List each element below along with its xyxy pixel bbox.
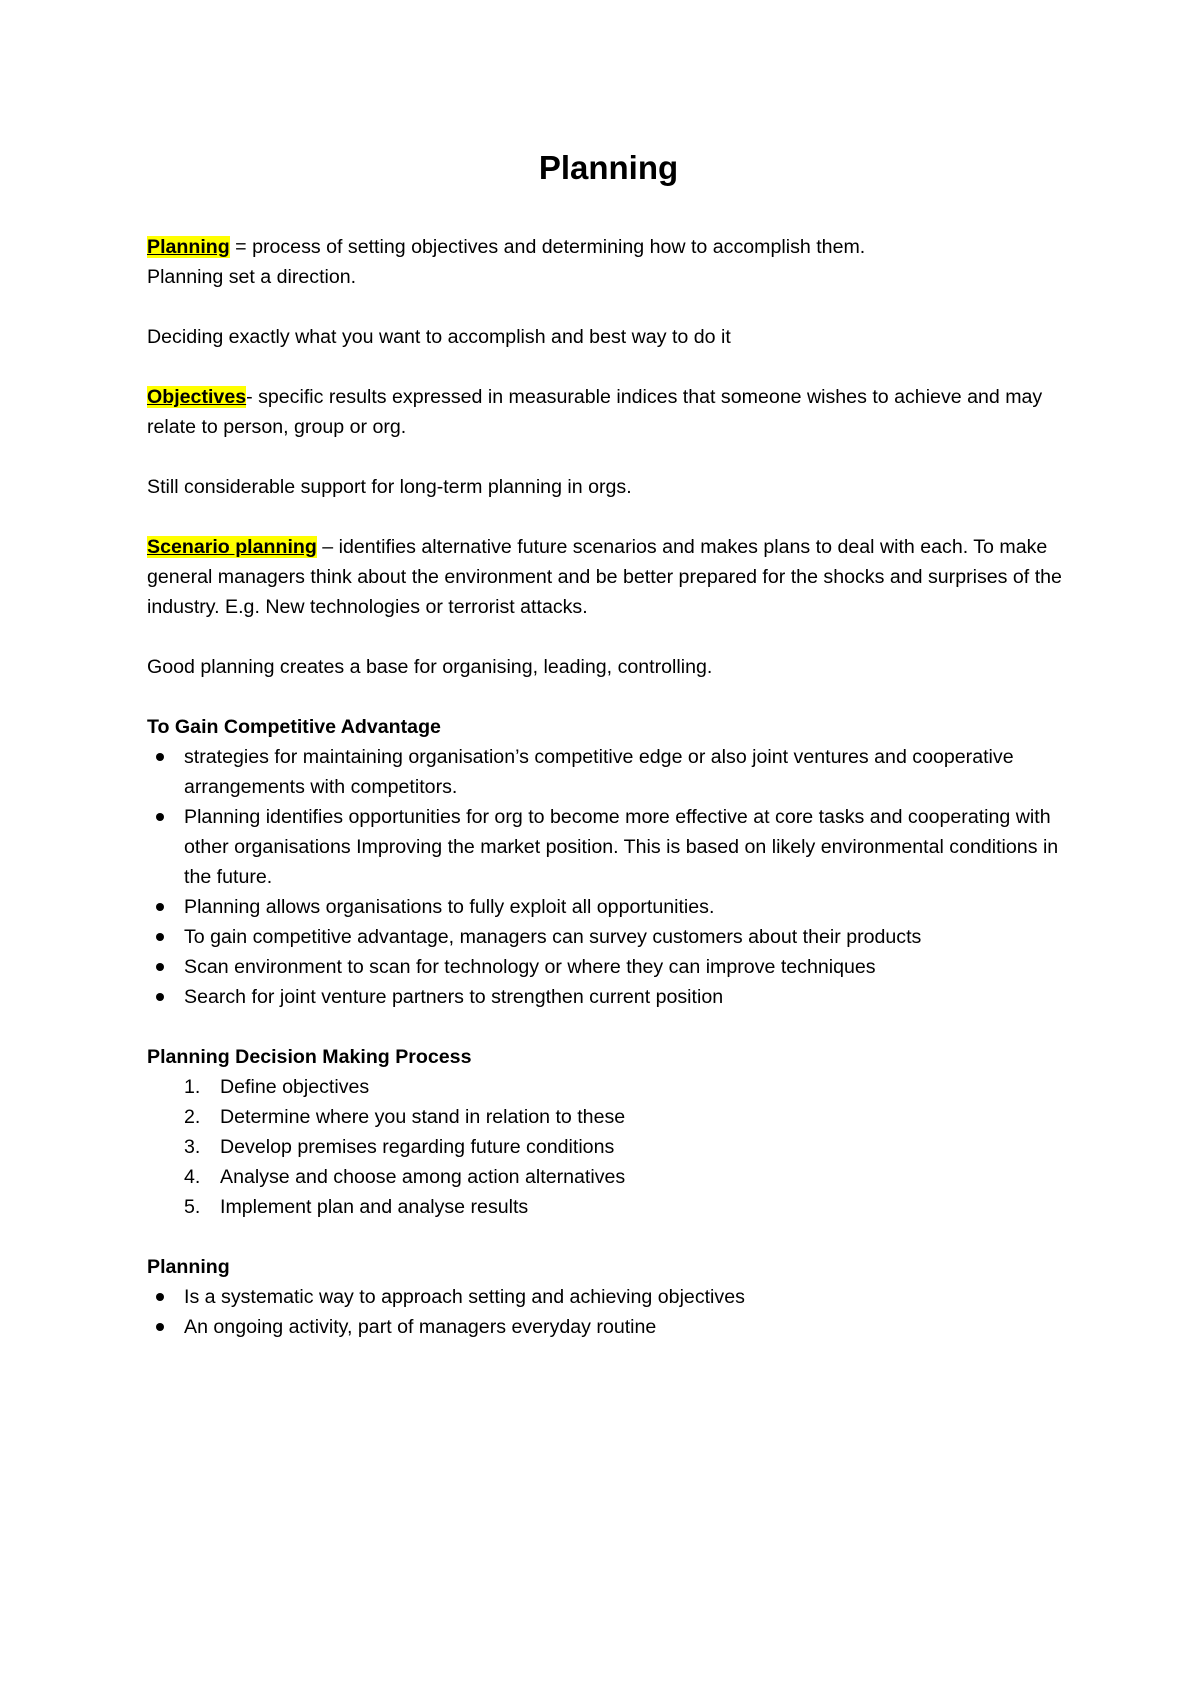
list-item: Search for joint venture partners to strengthen current position: [147, 982, 1070, 1012]
list-item: Planning allows organisations to fully exploit all opportunities.: [147, 892, 1070, 922]
bullet-icon: [156, 963, 164, 971]
definition-text: = process of setting objectives and determining how to accomplish them.: [229, 236, 866, 258]
scenario-definition: [147, 532, 1070, 622]
bullet-icon: [156, 753, 164, 761]
process-list: [147, 1072, 1070, 1222]
planning-direction: Planning set a direction.: [147, 266, 357, 288]
definition-text: – identifies alternative future scenarios and makes plans to deal with each. To make general managers think about the environment and be better prepared for the shocks and surprises of the industry. E.g. New technologies or terrorist attacks.: [147, 536, 1062, 618]
list-item: 3. Develop premises regarding future conditions: [147, 1132, 1070, 1162]
list-item: 1. Define objectives: [147, 1072, 1070, 1102]
bullet-icon: [156, 933, 164, 941]
list-item: 4. Analyse and choose among action alternatives: [147, 1162, 1070, 1192]
bullet-icon: [156, 1323, 164, 1331]
list-item: strategies for maintaining organisation’s competitive edge or also joint ventures and cooperative arrangements with competitors.: [147, 742, 1070, 802]
planning-summary-list: [147, 1282, 1070, 1342]
planning-summary-heading: Planning: [147, 1256, 230, 1278]
step-number: 3.: [184, 1136, 201, 1158]
highlighted-term: Planning: [147, 236, 230, 258]
bullet-icon: [156, 903, 164, 911]
competitive-heading: To Gain Competitive Advantage: [147, 716, 441, 738]
process-heading: Planning Decision Making Process: [147, 1046, 472, 1068]
definition-text: - specific results expressed in measurable indices that someone wishes to achieve and may relate to person, group or org.: [147, 386, 1043, 438]
step-number: 4.: [184, 1166, 201, 1188]
bullet-icon: [156, 1293, 164, 1301]
list-item: Is a systematic way to approach setting and achieving objectives: [147, 1282, 1070, 1312]
list-item: Planning identifies opportunities for org to become more effective at core tasks and cooperating with other organisations Improving the market position. This is based on likely environmental conditions in the future.: [147, 802, 1070, 892]
good-planning-paragraph: Good planning creates a base for organising, leading, controlling.: [147, 656, 713, 678]
support-paragraph: Still considerable support for long-term planning in orgs.: [147, 476, 632, 498]
list-item: To gain competitive advantage, managers can survey customers about their products: [147, 922, 1070, 952]
planning-definition: [147, 232, 1070, 262]
step-number: 2.: [184, 1106, 201, 1128]
bullet-icon: [156, 813, 164, 821]
list-item: 2. Determine where you stand in relation to these: [147, 1102, 1070, 1132]
deciding-paragraph: Deciding exactly what you want to accomplish and best way to do it: [147, 326, 731, 348]
bullet-icon: [156, 993, 164, 1001]
page-title: Planning: [538, 149, 679, 186]
list-item: An ongoing activity, part of managers everyday routine: [147, 1312, 1070, 1342]
list-item: Scan environment to scan for technology or where they can improve techniques: [147, 952, 1070, 982]
step-number: 1.: [184, 1076, 201, 1098]
objectives-definition: [147, 382, 1070, 442]
list-item: 5. Implement plan and analyse results: [147, 1192, 1070, 1222]
step-number: 5.: [184, 1196, 201, 1218]
competitive-list: [147, 742, 1070, 1012]
highlighted-term: Objectives: [147, 386, 247, 408]
highlighted-term: Scenario planning: [147, 536, 317, 558]
